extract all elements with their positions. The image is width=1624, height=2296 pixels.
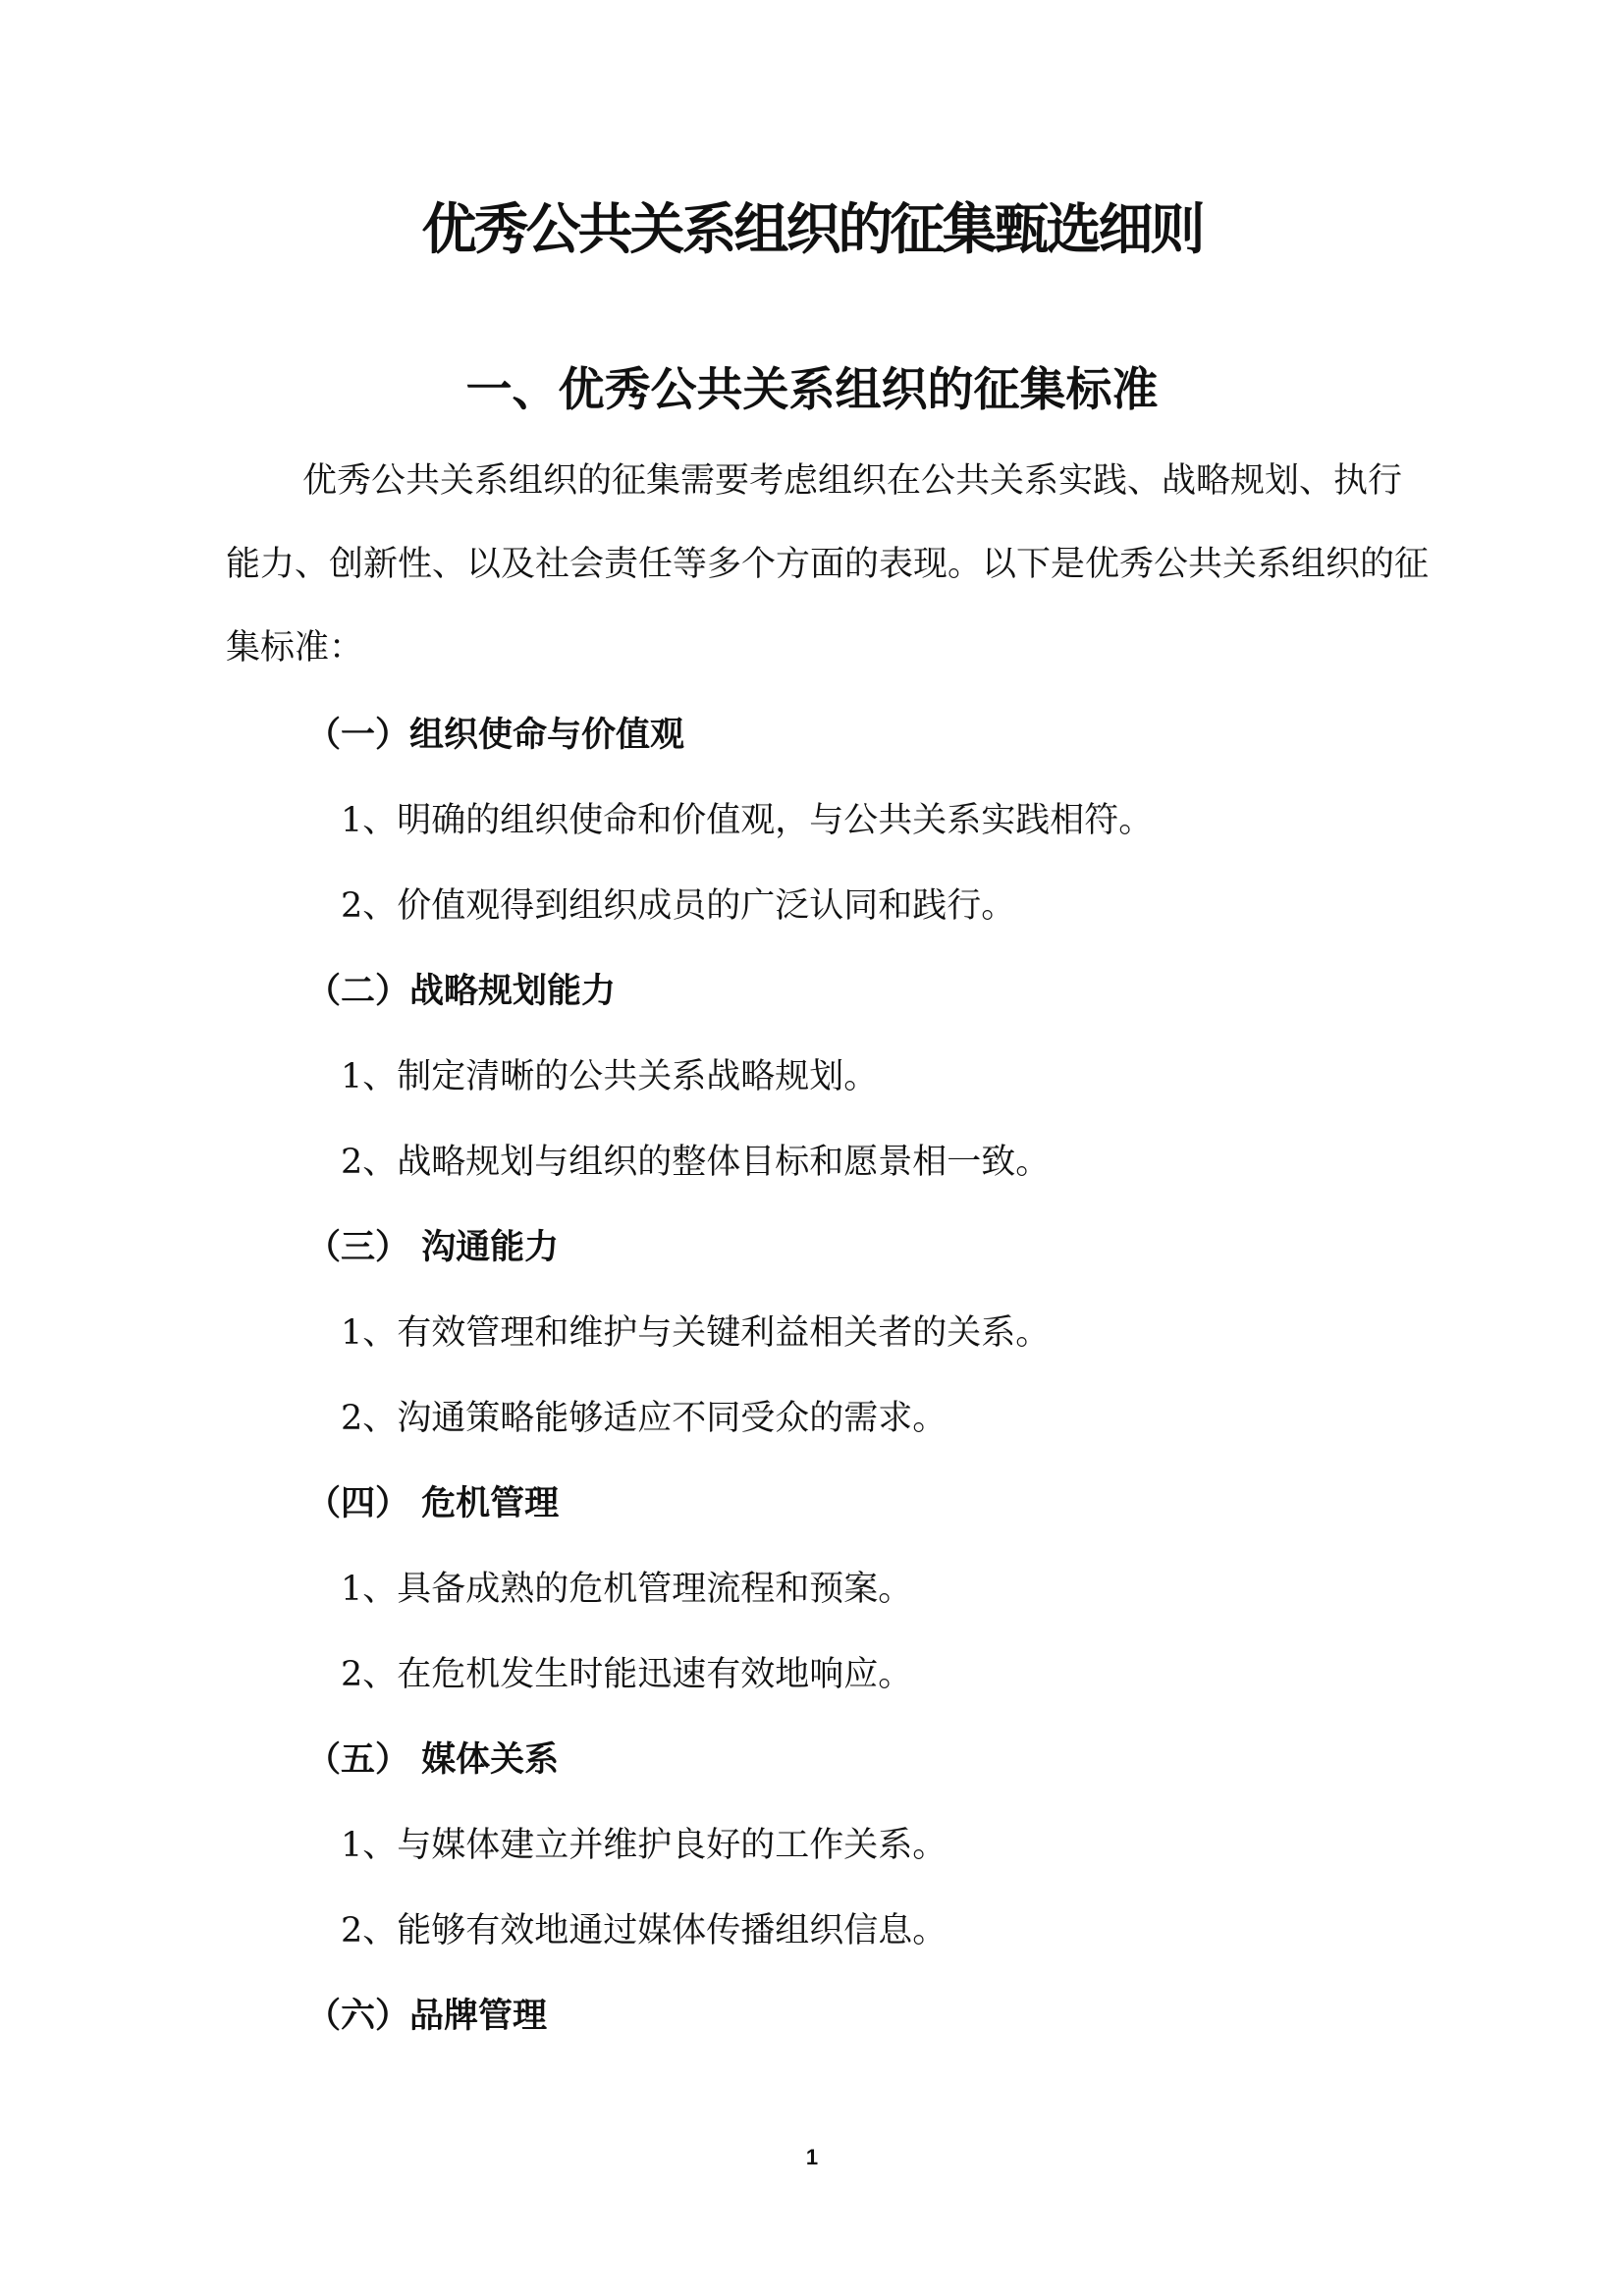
- subsection-heading: （六）品牌管理: [306, 1997, 548, 2036]
- list-item: 1、有效管理和维护与关键利益相关者的关系。: [341, 1313, 1051, 1353]
- list-item: 1、制定清晰的公共关系战略规划。: [341, 1057, 879, 1096]
- subsection-heading: （二）战略规划能力: [306, 972, 617, 1011]
- list-item: 1、明确的组织使命和价值观，与公共关系实践相符。: [341, 801, 1154, 840]
- list-item: 2、沟通策略能够适应不同受众的需求。: [341, 1399, 947, 1438]
- subsection-heading: （一）组织使命与价值观: [306, 716, 685, 755]
- list-item: 1、具备成熟的危机管理流程和预案。: [341, 1570, 913, 1609]
- subsection-heading: （三） 沟通能力: [306, 1228, 560, 1267]
- list-item: 1、与媒体建立并维护良好的工作关系。: [341, 1826, 947, 1865]
- subsection-heading: （五） 媒体关系: [306, 1740, 560, 1780]
- list-item: 2、战略规划与组织的整体目标和愿景相一致。: [341, 1143, 1051, 1182]
- list-item: 2、能够有效地通过媒体传播组织信息。: [341, 1911, 947, 1950]
- list-item: 2、价值观得到组织成员的广泛认同和践行。: [341, 886, 1016, 926]
- intro-paragraph: 优秀公共关系组织的征集需要考虑组织在公共关系实践、战略规划、执行能力、创新性、以及社会责任等多个方面的表现。以下是优秀公共关系组织的征集标准：: [226, 461, 1430, 667]
- subsection-heading: （四） 危机管理: [306, 1484, 560, 1523]
- page-number: 1: [805, 2145, 819, 2169]
- section-title: 一、优秀公共关系组织的征集标准: [465, 363, 1159, 417]
- document-title: 优秀公共关系组织的征集甄选细则: [421, 198, 1203, 262]
- list-item: 2、在危机发生时能迅速有效地响应。: [341, 1655, 913, 1694]
